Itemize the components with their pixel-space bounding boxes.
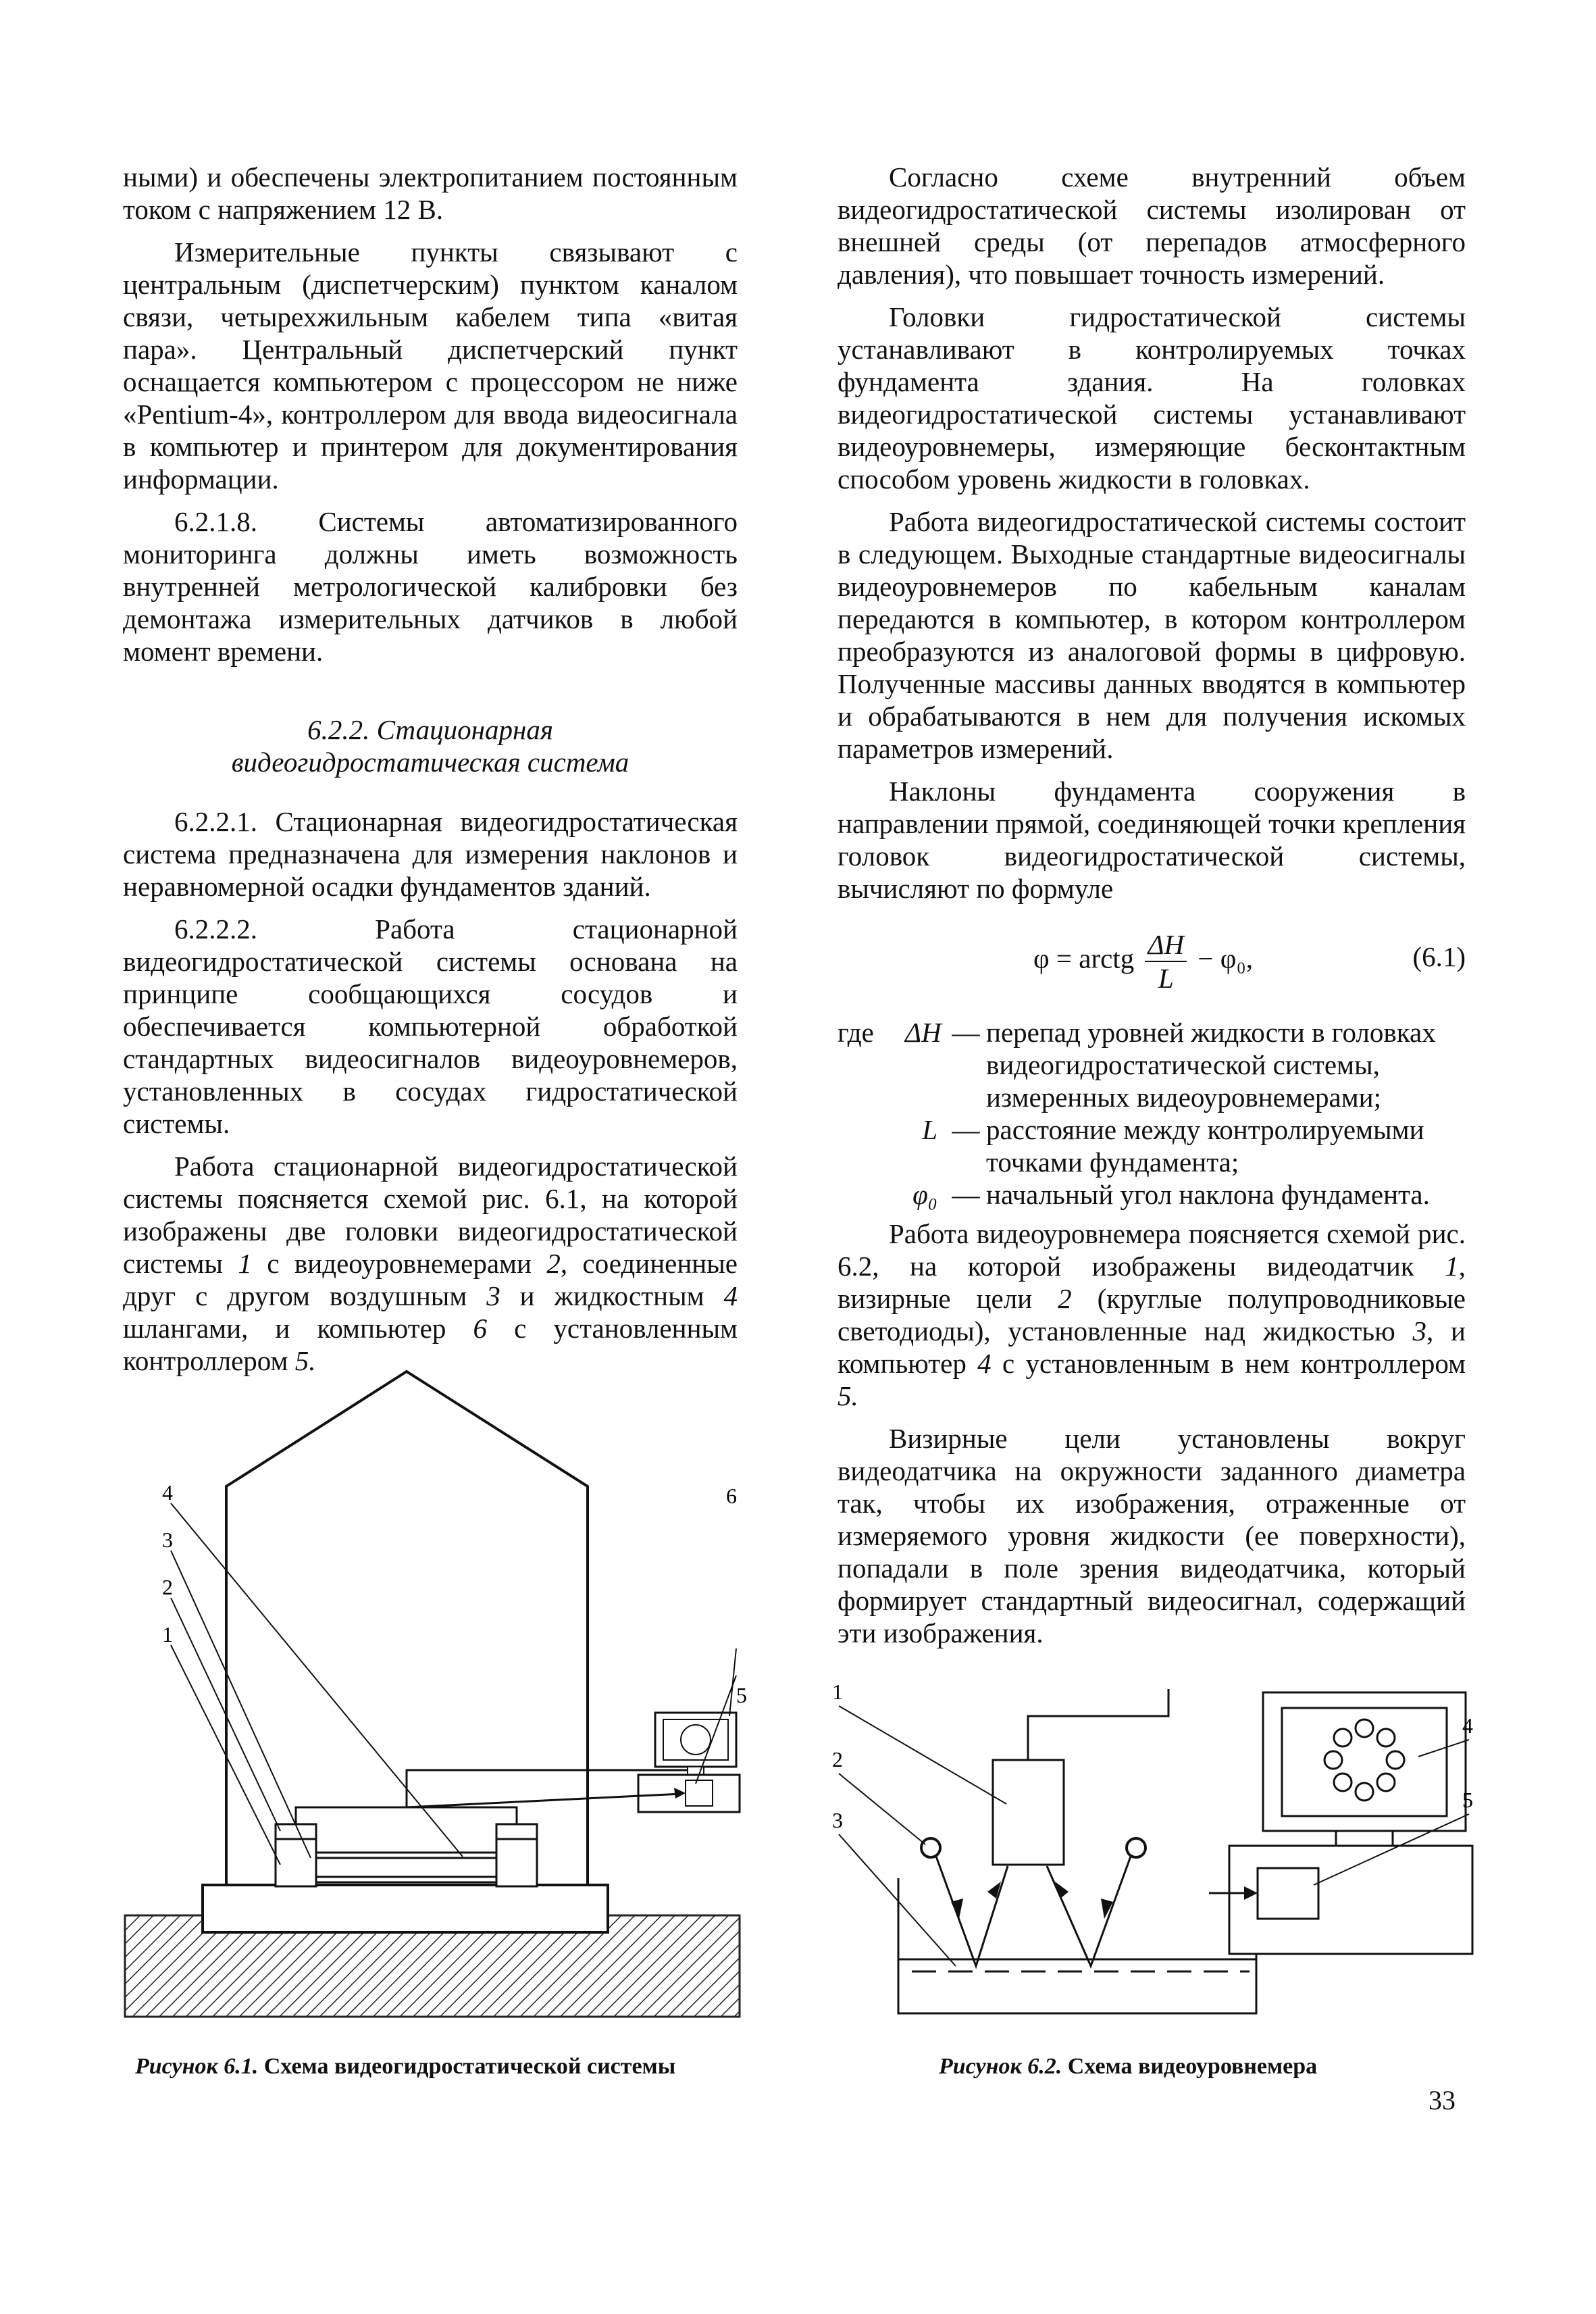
ref-number: 2 [546, 1248, 561, 1279]
caption-text: Схема видеоуровнемера [1062, 2054, 1318, 2079]
paragraph: Измерительные пункты связывают с центральным (диспетчерским) пунктом каналом связи, четырехжильным кабелем типа «витая пара». Центральный диспетчерский пункт оснащается компьютером с процессором не ниже «Pentium-4», контроллером для ввода видеосигнала в компьютер и принтером для документирования информации. [123, 236, 738, 495]
ref-number: 5. [838, 1380, 858, 1411]
formula-numerator: ΔH [1145, 928, 1187, 962]
paragraph: 6.2.2.2. Работа стационарной видеогидростатической системы основана на принципе сообщающихся сосудов и обеспечивается компьютерной обработкой стандартных видеосигналов видеоуровнемеров, установленных в сосудах гидростатической системы. [123, 913, 738, 1139]
where-symbol: φ₀ [912, 1179, 937, 1210]
controller [1258, 1868, 1318, 1919]
leader-line [171, 1503, 463, 1857]
label-6: 6 [726, 1484, 737, 1508]
equation-number: (6.1) [1412, 941, 1466, 972]
where-list [838, 1016, 1466, 1211]
text: , визирные цели [838, 1251, 1466, 1314]
caption-prefix: Рисунок 6.2. [939, 2054, 1062, 2079]
text: Работа видеоуровнемера поясняется схемой рис. 6.2, на которой изображены видеодатчик [838, 1218, 1466, 1282]
ref-number: 4 [723, 1280, 738, 1311]
label-5: 5 [736, 1683, 747, 1707]
where-description: начальный угол наклона фундамента. [986, 1179, 1430, 1210]
formula-6-1 [838, 915, 1466, 1003]
page-number: 33 [1428, 2085, 1456, 2115]
text: , соединенные друг с другом воздушным [123, 1248, 738, 1311]
text: , и компьютер [838, 1315, 1466, 1379]
paragraph: Согласно схеме внутренний объем видеогидростатической системы изолирован от внешней среды (от перепадов атмосферного давления), что повышает точность измерений. [838, 161, 1466, 290]
label-2: 2 [162, 1575, 173, 1599]
target-led-right [1127, 1838, 1145, 1857]
figure-6-2-diagram [831, 1676, 1479, 2040]
target-led-left [921, 1838, 940, 1857]
controller [686, 1780, 713, 1806]
ref-number: 3 [1412, 1315, 1427, 1347]
ref-number: 1 [238, 1248, 252, 1279]
paragraph [123, 1150, 738, 1377]
video-sensor [993, 1760, 1064, 1865]
where-symbol: L [922, 1114, 937, 1145]
label-3: 3 [162, 1528, 173, 1552]
figure-6-1-caption [135, 2054, 675, 2080]
head-right [496, 1838, 537, 1886]
formula-rhs: − φ₀, [1198, 942, 1254, 974]
light-beam [1047, 1855, 1131, 1966]
text: с видеоуровнемерами [251, 1248, 547, 1279]
paragraph: 6.2.1.8. Системы автоматизированного мониторинга должны иметь возможность внутренней метрологической калибровки без демонтажа измерительных датчиков в любой момент времени. [123, 506, 738, 667]
paragraph: Головки гидростатической системы устанавливают в контролируемых точках фундамента здания. На головках видеогидростатической системы устанавливают видеоуровнемеры, измеряющие бесконтактным способом уровень жидкости в головках. [838, 301, 1466, 495]
head-left [276, 1838, 316, 1886]
light-beam [935, 1855, 1008, 1966]
heading-line: видеогидростатическая система [231, 747, 629, 778]
label-4: 4 [162, 1480, 173, 1505]
caption-prefix: Рисунок 6.1. [135, 2054, 259, 2079]
formula-denominator: L [1158, 963, 1174, 994]
text: с установленным контроллером [123, 1313, 738, 1376]
label-1: 1 [832, 1680, 843, 1704]
leader-line [729, 1649, 736, 1716]
ref-number: 2 [1058, 1283, 1072, 1314]
where-symbol: ΔH [905, 1017, 942, 1048]
heading-line: 6.2.2. Стационарная [307, 714, 553, 745]
ref-number: 3 [486, 1280, 500, 1311]
signal-cable [296, 1807, 517, 1824]
where-dash: — [952, 1017, 980, 1048]
paragraph: Работа видеогидростатической системы состоит в следующем. Выходные стандартные видеосигналы видеоуровнемеров по кабельным каналам передаются в компьютер, в котором контроллером преобразуются из аналоговой формы в цифровую. Полученные массивы данных вводятся в компьютер и обрабатываются в нем для получения искомых параметров измерений. [838, 506, 1466, 764]
text: Работа стационарной видеогидростатической системы поясняется схемой рис. 6.1, на которой изображены две головки видеогидростатической системы [123, 1151, 738, 1279]
where-word: где [838, 1017, 874, 1048]
where-dash: — [952, 1114, 980, 1145]
section-heading [123, 713, 738, 778]
formula-expression [1033, 928, 1253, 995]
text: с установленным в нем контроллером [991, 1348, 1466, 1379]
formula-lhs: φ = arctg [1033, 942, 1135, 974]
ref-number: 6 [473, 1313, 487, 1344]
paragraph [838, 1217, 1466, 1412]
leader-line [171, 1551, 311, 1858]
leader-line [839, 1774, 925, 1844]
paragraph: Визирные цели установлены вокруг видеодатчика на окружности заданного диаметра так, чтобы их изображения, отраженные от измеряемого уровня жидкости (ее поверхности), попадали в поле зрения видеодатчика, который формирует стандартный видеосигнал, содержащий эти изображения. [838, 1423, 1466, 1649]
right-column [838, 161, 1466, 1659]
leader-line [839, 1706, 1006, 1804]
caption-text: Схема видеогидростатической системы [258, 2054, 676, 2079]
where-dash: — [952, 1179, 980, 1210]
label-3: 3 [832, 1808, 843, 1832]
sensor-cable [1028, 1689, 1168, 1760]
ref-number: 4 [977, 1348, 992, 1379]
paragraph: Наклоны фундамента сооружения в направлении прямой, соединяющей точки крепления головок видеогидростатической системы, вычисляют по формуле [838, 776, 1466, 904]
ref-number: 1 [1445, 1251, 1459, 1282]
paragraph: 6.2.2.1. Стационарная видеогидростатическая система предназначена для измерения наклонов и неравномерной осадки фундаментов зданий. [123, 806, 738, 902]
label-1: 1 [162, 1622, 173, 1646]
figure-6-2-caption [939, 2054, 1317, 2080]
ref-number: 5. [294, 1345, 316, 1376]
where-description: расстояние между контролируемыми точками фундамента; [986, 1114, 1424, 1178]
level-meter-right [496, 1824, 537, 1839]
label-2: 2 [832, 1747, 843, 1771]
text: шлангами, и компьютер [123, 1313, 473, 1344]
where-description: перепад уровней жидкости в головках видеогидростатической системы, измеренных видеоуровнемерами; [986, 1017, 1436, 1113]
left-column [123, 161, 738, 1387]
figure-6-1-diagram [115, 1365, 750, 2040]
text: (круглые полупроводниковые светодиоды), установленные над жидкостью [838, 1283, 1466, 1347]
label-5: 5 [1462, 1788, 1473, 1812]
label-4: 4 [1462, 1713, 1473, 1738]
formula-fraction [1145, 928, 1187, 995]
paragraph: ными) и обеспечены электропитанием постоянным током с напряжением 12 В. [123, 161, 738, 225]
computer-stand [1336, 1831, 1393, 1846]
foundation-slab [203, 1885, 608, 1932]
text: и жидкостным [500, 1280, 724, 1311]
